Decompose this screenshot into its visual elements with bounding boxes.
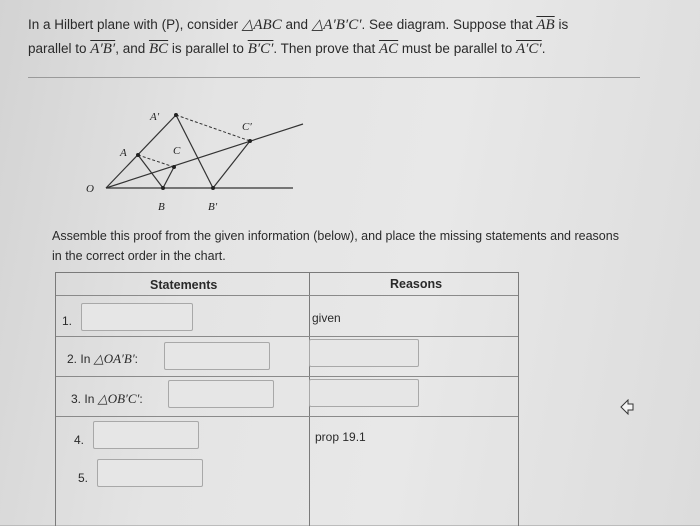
instructions: Assemble this proof from the given information (below), and place the missing statements and reasons in the correct order in the chart. [52,229,619,263]
reason-2-dropzone[interactable] [309,339,419,367]
divider [28,77,640,78]
segment-apbp: A′B′ [90,41,116,57]
segment-bc-line [163,167,174,188]
segment-ab-line [138,155,163,188]
row-number: 4. [74,433,85,447]
statement-1-dropzone[interactable] [81,303,193,331]
mouse-cursor-icon [620,399,634,415]
segment-apcp: A′C′ [515,41,542,57]
row-2-label: 2. In △OA′B′: [67,351,139,366]
text: and [281,17,312,32]
row-number: 5. [78,471,89,485]
statement-5-dropzone[interactable] [97,459,203,487]
proof-table [55,272,519,526]
point-c [172,165,176,169]
text: is parallel to [168,41,248,56]
row-number: 1. [62,314,73,328]
row-3-label: 3. In △OB′C′: [71,391,143,406]
text: . See diagram. Suppose that [361,17,537,32]
label-cp: C′ [242,121,252,133]
label-c: C [173,145,181,157]
row-divider [56,295,518,296]
problem-line-2 [28,37,628,61]
text: In [84,392,98,406]
text: In a Hilbert plane with (P), consider [28,17,242,32]
reason-4-text: prop 19.1 [315,430,366,444]
point-ap [174,113,178,117]
reason-1-text: given [312,311,341,325]
point-a [136,153,140,157]
text: must be parallel to [398,41,516,56]
segment-ab: $\overline{AB}$ [536,17,555,33]
ray-line [106,124,303,188]
point-b [161,186,165,190]
statement-4-dropzone[interactable] [93,421,199,449]
label-o: O [86,183,94,195]
label-a: A [120,147,127,159]
label-bp: B′ [208,201,218,213]
text: is [554,17,569,32]
segment-ac: $\overline{AC}$ [379,41,399,57]
segment-ac-dashed [138,155,174,167]
text: parallel to [28,41,91,56]
problem-line-1 [28,13,628,37]
row-divider [56,336,518,337]
triangle-abc: △ABC [241,17,282,33]
reasons-header: Reasons [390,277,443,291]
triangle-apbpcp: △A′B′C′ [311,17,362,33]
statement-2-dropzone[interactable] [164,342,270,370]
point-bp [211,186,215,190]
label-b: B [158,201,165,213]
statement-3-dropzone[interactable] [168,380,274,408]
statements-header: Statements [150,278,218,292]
segment-bpcp: B′C′ [247,41,274,57]
geometry-diagram [78,100,318,220]
segment-bpcp-line [213,141,250,188]
text: . [541,41,546,56]
label-ap: A′ [150,111,160,123]
segment-bc: $\overline{BC}$ [148,41,169,57]
triangle-oapbp: △OA′B′ [93,351,135,366]
text: , and [115,41,149,56]
text: . Then prove that [273,41,379,56]
triangle-obpcp: △OB′C′ [97,391,140,406]
row-divider [56,376,518,377]
segment-apbp-line [176,115,213,188]
row-number: 3. [71,392,82,406]
row-divider [56,416,518,417]
text: In [80,352,94,366]
problem-statement [28,13,628,61]
reason-3-dropzone[interactable] [309,379,419,407]
point-cp [248,139,252,143]
row-number: 2. [67,352,78,366]
